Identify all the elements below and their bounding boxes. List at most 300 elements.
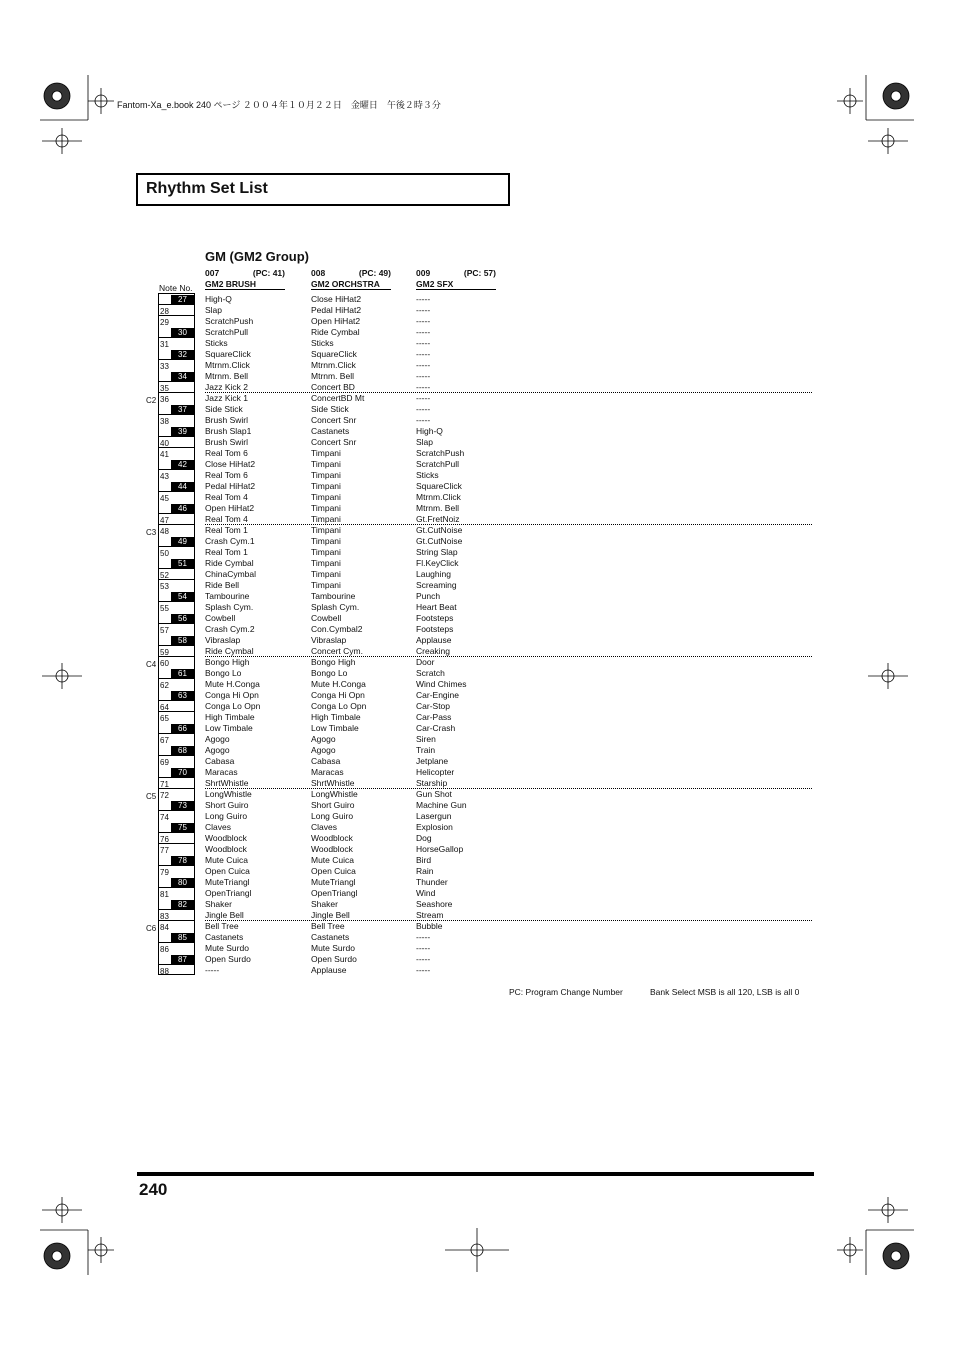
black-key: 34	[171, 372, 194, 382]
table-cell: Cabasa	[205, 756, 235, 766]
black-key: 58	[171, 636, 194, 646]
table-cell: Timpani	[311, 536, 341, 546]
white-key-divider	[159, 579, 194, 580]
table-cell: Concert Snr	[311, 437, 357, 447]
table-cell: Gt.FretNoiz	[416, 514, 460, 524]
table-cell: Gt.CutNoise	[416, 525, 463, 535]
table-cell: Jazz Kick 2	[205, 382, 248, 392]
black-key: 54	[171, 592, 194, 602]
white-key-label: 53	[160, 582, 169, 591]
table-cell: Bird	[416, 855, 432, 865]
black-key: 78	[171, 856, 194, 866]
table-cell: Timpani	[311, 492, 341, 502]
white-key-divider	[159, 920, 194, 921]
table-cell: Siren	[416, 734, 436, 744]
white-key-label: 41	[160, 450, 169, 459]
white-key-divider	[159, 381, 194, 382]
white-key-divider	[159, 315, 194, 316]
black-key: 80	[171, 878, 194, 888]
white-key-label: 59	[160, 648, 169, 657]
table-cell: Car-Crash	[416, 723, 456, 733]
table-cell: Ride Cymbal	[205, 646, 254, 656]
table-cell: Timpani	[311, 569, 341, 579]
white-key-divider	[159, 810, 194, 811]
table-cell: -----	[416, 965, 431, 975]
footnote-bank: Bank Select MSB is all 120, LSB is all 0	[650, 987, 800, 997]
octave-separator	[205, 920, 812, 921]
table-cell: Helicopter	[416, 767, 455, 777]
table-cell: Concert BD	[311, 382, 355, 392]
table-cell: -----	[416, 338, 431, 348]
white-key-divider	[159, 843, 194, 844]
table-cell: Timpani	[311, 503, 341, 513]
table-cell: Jazz Kick 1	[205, 393, 248, 403]
table-cell: Door	[416, 657, 435, 667]
table-cell: Brush Slap1	[205, 426, 252, 436]
table-cell: ShrtWhistle	[205, 778, 249, 788]
black-key: 82	[171, 900, 194, 910]
table-cell: High Timbale	[205, 712, 255, 722]
white-key-divider	[159, 700, 194, 701]
table-cell: Woodblock	[311, 844, 353, 854]
table-cell: Wind Chimes	[416, 679, 467, 689]
white-key-divider	[159, 436, 194, 437]
white-key-divider	[159, 414, 194, 415]
black-key: 51	[171, 559, 194, 569]
octave-label: C6	[146, 924, 157, 933]
table-cell: Tambourine	[205, 591, 250, 601]
white-key-label: 28	[160, 307, 169, 316]
table-cell: Dog	[416, 833, 432, 843]
table-cell: Crash Cym.2	[205, 624, 255, 634]
group-title: GM (GM2 Group)	[205, 249, 309, 264]
table-cell: Timpani	[311, 580, 341, 590]
note-no-label: Note No.	[159, 283, 193, 293]
white-key-label: 57	[160, 626, 169, 635]
black-key: 32	[171, 350, 194, 360]
table-cell: LongWhistle	[311, 789, 358, 799]
table-cell: Side Stick	[205, 404, 243, 414]
table-cell: Seashore	[416, 899, 453, 909]
table-cell: Crash Cym.1	[205, 536, 255, 546]
table-cell: High-Q	[205, 294, 232, 304]
white-key-divider	[159, 469, 194, 470]
white-key-divider	[159, 304, 194, 305]
table-cell: MuteTriangl	[205, 877, 250, 887]
table-cell: Stream	[416, 910, 444, 920]
table-cell: -----	[416, 294, 431, 304]
white-key-label: 50	[160, 549, 169, 558]
table-cell: Cowbell	[311, 613, 342, 623]
white-key-divider	[159, 865, 194, 866]
white-key-divider	[159, 568, 194, 569]
white-key-label: 74	[160, 813, 169, 822]
white-key-label: 43	[160, 472, 169, 481]
table-cell: LongWhistle	[205, 789, 252, 799]
table-cell: Mtrnm. Bell	[416, 503, 459, 513]
table-cell: Mute H.Conga	[205, 679, 260, 689]
table-cell: Cowbell	[205, 613, 236, 623]
table-cell: Timpani	[311, 481, 341, 491]
white-key-label: 77	[160, 846, 169, 855]
table-cell: OpenTriangl	[205, 888, 252, 898]
black-key: 46	[171, 504, 194, 514]
white-key-divider	[159, 337, 194, 338]
table-cell: Conga Lo Opn	[205, 701, 261, 711]
table-cell: Tambourine	[311, 591, 356, 601]
black-key: 63	[171, 691, 194, 701]
table-cell: Car-Pass	[416, 712, 452, 722]
table-cell: -----	[416, 393, 431, 403]
table-cell: -----	[416, 316, 431, 326]
column-pc: (PC: 41)	[252, 268, 285, 278]
table-cell: Timpani	[311, 525, 341, 535]
table-cell: Open Surdo	[205, 954, 251, 964]
section-title-box	[136, 173, 510, 206]
white-key-label: 40	[160, 439, 169, 448]
white-key-label: 76	[160, 835, 169, 844]
black-key: 73	[171, 801, 194, 811]
table-cell: Castanets	[311, 426, 350, 436]
white-key-label: 62	[160, 681, 169, 690]
table-cell: -----	[416, 415, 431, 425]
column-name: GM2 SFX	[416, 279, 454, 289]
table-cell: Side Stick	[311, 404, 349, 414]
table-cell: ChinaCymbal	[205, 569, 257, 579]
table-cell: Agogo	[311, 734, 336, 744]
table-cell: -----	[416, 349, 431, 359]
table-cell: -----	[416, 371, 431, 381]
table-cell: Castanets	[205, 932, 244, 942]
table-cell: Cabasa	[311, 756, 341, 766]
white-key-label: 52	[160, 571, 169, 580]
table-cell: High Timbale	[311, 712, 361, 722]
table-cell: SquareClick	[205, 349, 251, 359]
table-cell: -----	[416, 305, 431, 315]
table-cell: Gt.CutNoise	[416, 536, 463, 546]
table-cell: Concert Cym.	[311, 646, 363, 656]
keyboard-diagram	[158, 293, 195, 975]
table-cell: Punch	[416, 591, 441, 601]
table-cell: Open Cuica	[311, 866, 356, 876]
white-key-divider	[159, 964, 194, 965]
black-key: 37	[171, 405, 194, 415]
black-key: 87	[171, 955, 194, 965]
table-cell: Mute H.Conga	[311, 679, 366, 689]
table-cell: -----	[416, 382, 431, 392]
table-cell: Open Surdo	[311, 954, 357, 964]
table-cell: Open HiHat2	[205, 503, 255, 513]
table-cell: High-Q	[416, 426, 443, 436]
table-cell: -----	[205, 965, 220, 975]
white-key-label: 60	[160, 659, 169, 668]
table-cell: Car-Stop	[416, 701, 451, 711]
table-cell: Rain	[416, 866, 434, 876]
table-cell: Conga Hi Opn	[205, 690, 259, 700]
table-cell: Bongo Lo	[205, 668, 242, 678]
black-key: 27	[171, 295, 194, 305]
table-cell: -----	[416, 932, 431, 942]
white-key-divider	[159, 832, 194, 833]
table-cell: Jingle Bell	[311, 910, 350, 920]
table-cell: -----	[416, 404, 431, 414]
table-cell: -----	[416, 327, 431, 337]
table-cell: Applause	[416, 635, 452, 645]
column-number: 009	[416, 268, 431, 278]
table-cell: Wind	[416, 888, 436, 898]
table-cell: Real Tom 6	[205, 470, 248, 480]
white-key-divider	[159, 546, 194, 547]
table-cell: Woodblock	[311, 833, 353, 843]
table-cell: Concert Snr	[311, 415, 357, 425]
table-cell: Machine Gun	[416, 800, 467, 810]
table-cell: Shaker	[205, 899, 232, 909]
table-cell: Real Tom 1	[205, 547, 248, 557]
table-cell: Mtrnm.Click	[416, 492, 461, 502]
white-key-label: 67	[160, 736, 169, 745]
table-cell: Open Cuica	[205, 866, 250, 876]
column-number: 007	[205, 268, 220, 278]
column-pc: (PC: 49)	[358, 268, 391, 278]
white-key-divider	[159, 623, 194, 624]
table-cell: Real Tom 4	[205, 514, 248, 524]
table-cell: Ride Cymbal	[311, 327, 360, 337]
table-cell: Splash Cym.	[311, 602, 360, 612]
white-key-label: 38	[160, 417, 169, 426]
white-key-label: 88	[160, 967, 169, 976]
table-cell: Footsteps	[416, 624, 454, 634]
octave-separator	[205, 788, 812, 789]
table-cell: Starship	[416, 778, 448, 788]
white-key-label: 72	[160, 791, 169, 800]
table-cell: Mute Surdo	[311, 943, 355, 953]
black-key: 61	[171, 669, 194, 679]
table-cell: Maracas	[205, 767, 238, 777]
table-cell: Short Guiro	[205, 800, 249, 810]
table-cell: Fl.KeyClick	[416, 558, 459, 568]
table-cell: Lasergun	[416, 811, 452, 821]
table-cell: Slap	[205, 305, 223, 315]
white-key-divider	[159, 733, 194, 734]
white-key-divider	[159, 887, 194, 888]
white-key-label: 79	[160, 868, 169, 877]
octave-separator	[205, 392, 812, 393]
table-cell: Vibraslap	[311, 635, 347, 645]
octave-separator	[205, 524, 812, 525]
white-key-divider	[159, 777, 194, 778]
table-cell: Timpani	[311, 547, 341, 557]
table-cell: Low Timbale	[311, 723, 359, 733]
octave-label: C4	[146, 660, 157, 669]
table-cell: SquareClick	[311, 349, 357, 359]
table-cell: -----	[416, 943, 431, 953]
table-cell: Gun Shot	[416, 789, 452, 799]
table-cell: Agogo	[205, 745, 230, 755]
white-key-divider	[159, 513, 194, 514]
black-key: 68	[171, 746, 194, 756]
footnote-pc: PC: Program Change Number	[509, 987, 623, 997]
table-cell: Conga Hi Opn	[311, 690, 365, 700]
table-cell: ScratchPull	[205, 327, 248, 337]
table-cell: Timpani	[311, 514, 341, 524]
table-cell: String Slap	[416, 547, 458, 557]
white-key-divider	[159, 392, 194, 393]
table-cell: SquareClick	[416, 481, 462, 491]
black-key: 56	[171, 614, 194, 624]
table-cell: Claves	[311, 822, 337, 832]
octave-label: C5	[146, 792, 157, 801]
table-cell: Pedal HiHat2	[205, 481, 256, 491]
table-cell: Timpani	[311, 558, 341, 568]
table-cell: Castanets	[311, 932, 350, 942]
black-key: 44	[171, 482, 194, 492]
white-key-divider	[159, 942, 194, 943]
white-key-label: 33	[160, 362, 169, 371]
table-cell: Slap	[416, 437, 434, 447]
table-cell: Pedal HiHat2	[311, 305, 362, 315]
table-cell: Scratch	[416, 668, 445, 678]
white-key-label: 36	[160, 395, 169, 404]
white-key-divider	[159, 601, 194, 602]
table-cell: Timpani	[311, 459, 341, 469]
white-key-divider	[159, 755, 194, 756]
black-key: 39	[171, 427, 194, 437]
table-cell: ScratchPush	[205, 316, 254, 326]
white-key-label: 35	[160, 384, 169, 393]
white-key-divider	[159, 359, 194, 360]
table-cell: Bongo High	[311, 657, 356, 667]
table-cell: Short Guiro	[311, 800, 355, 810]
table-cell: Thunder	[416, 877, 448, 887]
table-cell: Sticks	[311, 338, 334, 348]
table-cell: Applause	[311, 965, 347, 975]
octave-label: C2	[146, 396, 157, 405]
table-cell: Ride Bell	[205, 580, 240, 590]
white-key-divider	[159, 491, 194, 492]
column-name: GM2 BRUSH	[205, 279, 257, 289]
white-key-label: 64	[160, 703, 169, 712]
table-cell: Mtrnm. Bell	[205, 371, 248, 381]
white-key-divider	[159, 711, 194, 712]
column-pc: (PC: 57)	[463, 268, 496, 278]
table-cell: Explosion	[416, 822, 453, 832]
table-cell: ConcertBD Mt	[311, 393, 365, 403]
file-header: Fantom-Xa_e.book 240 ページ ２００４年１０月２２日 金曜日 午後２時３分	[117, 100, 441, 110]
white-key-label: 45	[160, 494, 169, 503]
table-cell: Open HiHat2	[311, 316, 361, 326]
section-title: Rhythm Set List	[146, 180, 268, 197]
white-key-label: 69	[160, 758, 169, 767]
table-cell: Timpani	[311, 448, 341, 458]
table-cell: HorseGallop	[416, 844, 464, 854]
table-cell: Train	[416, 745, 436, 755]
white-key-label: 81	[160, 890, 169, 899]
table-cell: Sticks	[416, 470, 439, 480]
white-key-divider	[159, 909, 194, 910]
white-key-divider	[159, 788, 194, 789]
table-cell: MuteTriangl	[311, 877, 356, 887]
table-cell: Laughing	[416, 569, 451, 579]
table-cell: Real Tom 4	[205, 492, 248, 502]
table-cell: Jingle Bell	[205, 910, 244, 920]
white-key-label: 86	[160, 945, 169, 954]
table-cell: Creaking	[416, 646, 451, 656]
table-cell: Brush Swirl	[205, 437, 248, 447]
column-name: GM2 ORCHSTRA	[311, 279, 380, 289]
black-key: 70	[171, 768, 194, 778]
table-cell: Shaker	[311, 899, 338, 909]
table-cell: Long Guiro	[311, 811, 354, 821]
table-cell: Maracas	[311, 767, 344, 777]
black-key: 75	[171, 823, 194, 833]
white-key-label: 83	[160, 912, 169, 921]
table-cell: Claves	[205, 822, 231, 832]
white-key-divider	[159, 678, 194, 679]
table-cell: Bongo High	[205, 657, 250, 667]
table-cell: Mtrnm.Click	[311, 360, 356, 370]
table-cell: Woodblock	[205, 833, 247, 843]
table-cell: Conga Lo Opn	[311, 701, 367, 711]
table-cell: Footsteps	[416, 613, 454, 623]
table-cell: Mtrnm.Click	[205, 360, 250, 370]
table-cell: Car-Engine	[416, 690, 459, 700]
black-key: 30	[171, 328, 194, 338]
black-key: 85	[171, 933, 194, 943]
table-cell: OpenTriangl	[311, 888, 358, 898]
table-cell: Con.Cymbal2	[311, 624, 363, 634]
table-cell: Vibraslap	[205, 635, 241, 645]
table-cell: Close HiHat2	[205, 459, 256, 469]
table-cell: Bell Tree	[205, 921, 239, 931]
table-cell: Brush Swirl	[205, 415, 248, 425]
white-key-divider	[159, 656, 194, 657]
bottom-rule	[137, 1172, 814, 1176]
white-key-divider	[159, 524, 194, 525]
white-key-divider	[159, 447, 194, 448]
white-key-label: 55	[160, 604, 169, 613]
table-cell: ScratchPull	[416, 459, 459, 469]
white-key-label: 48	[160, 527, 169, 536]
table-cell: ShrtWhistle	[311, 778, 355, 788]
column-number: 008	[311, 268, 326, 278]
table-cell: -----	[416, 954, 431, 964]
white-key-divider	[159, 645, 194, 646]
octave-separator	[205, 656, 812, 657]
table-cell: -----	[416, 360, 431, 370]
table-cell: Mute Cuica	[311, 855, 354, 865]
table-cell: Heart Beat	[416, 602, 457, 612]
table-cell: Bongo Lo	[311, 668, 348, 678]
white-key-label: 47	[160, 516, 169, 525]
table-cell: Mute Surdo	[205, 943, 249, 953]
table-cell: Close HiHat2	[311, 294, 362, 304]
table-cell: Timpani	[311, 470, 341, 480]
table-cell: Long Guiro	[205, 811, 248, 821]
table-cell: Splash Cym.	[205, 602, 254, 612]
table-cell: Ride Cymbal	[205, 558, 254, 568]
table-cell: Agogo	[205, 734, 230, 744]
table-cell: Low Timbale	[205, 723, 253, 733]
table-cell: Mtrnm. Bell	[311, 371, 354, 381]
black-key: 42	[171, 460, 194, 470]
table-cell: Agogo	[311, 745, 336, 755]
page-number: 240	[139, 1180, 168, 1199]
table-cell: ScratchPush	[416, 448, 465, 458]
table-cell: Real Tom 1	[205, 525, 248, 535]
table-cell: Real Tom 6	[205, 448, 248, 458]
white-key-label: 29	[160, 318, 169, 327]
table-cell: Screaming	[416, 580, 457, 590]
